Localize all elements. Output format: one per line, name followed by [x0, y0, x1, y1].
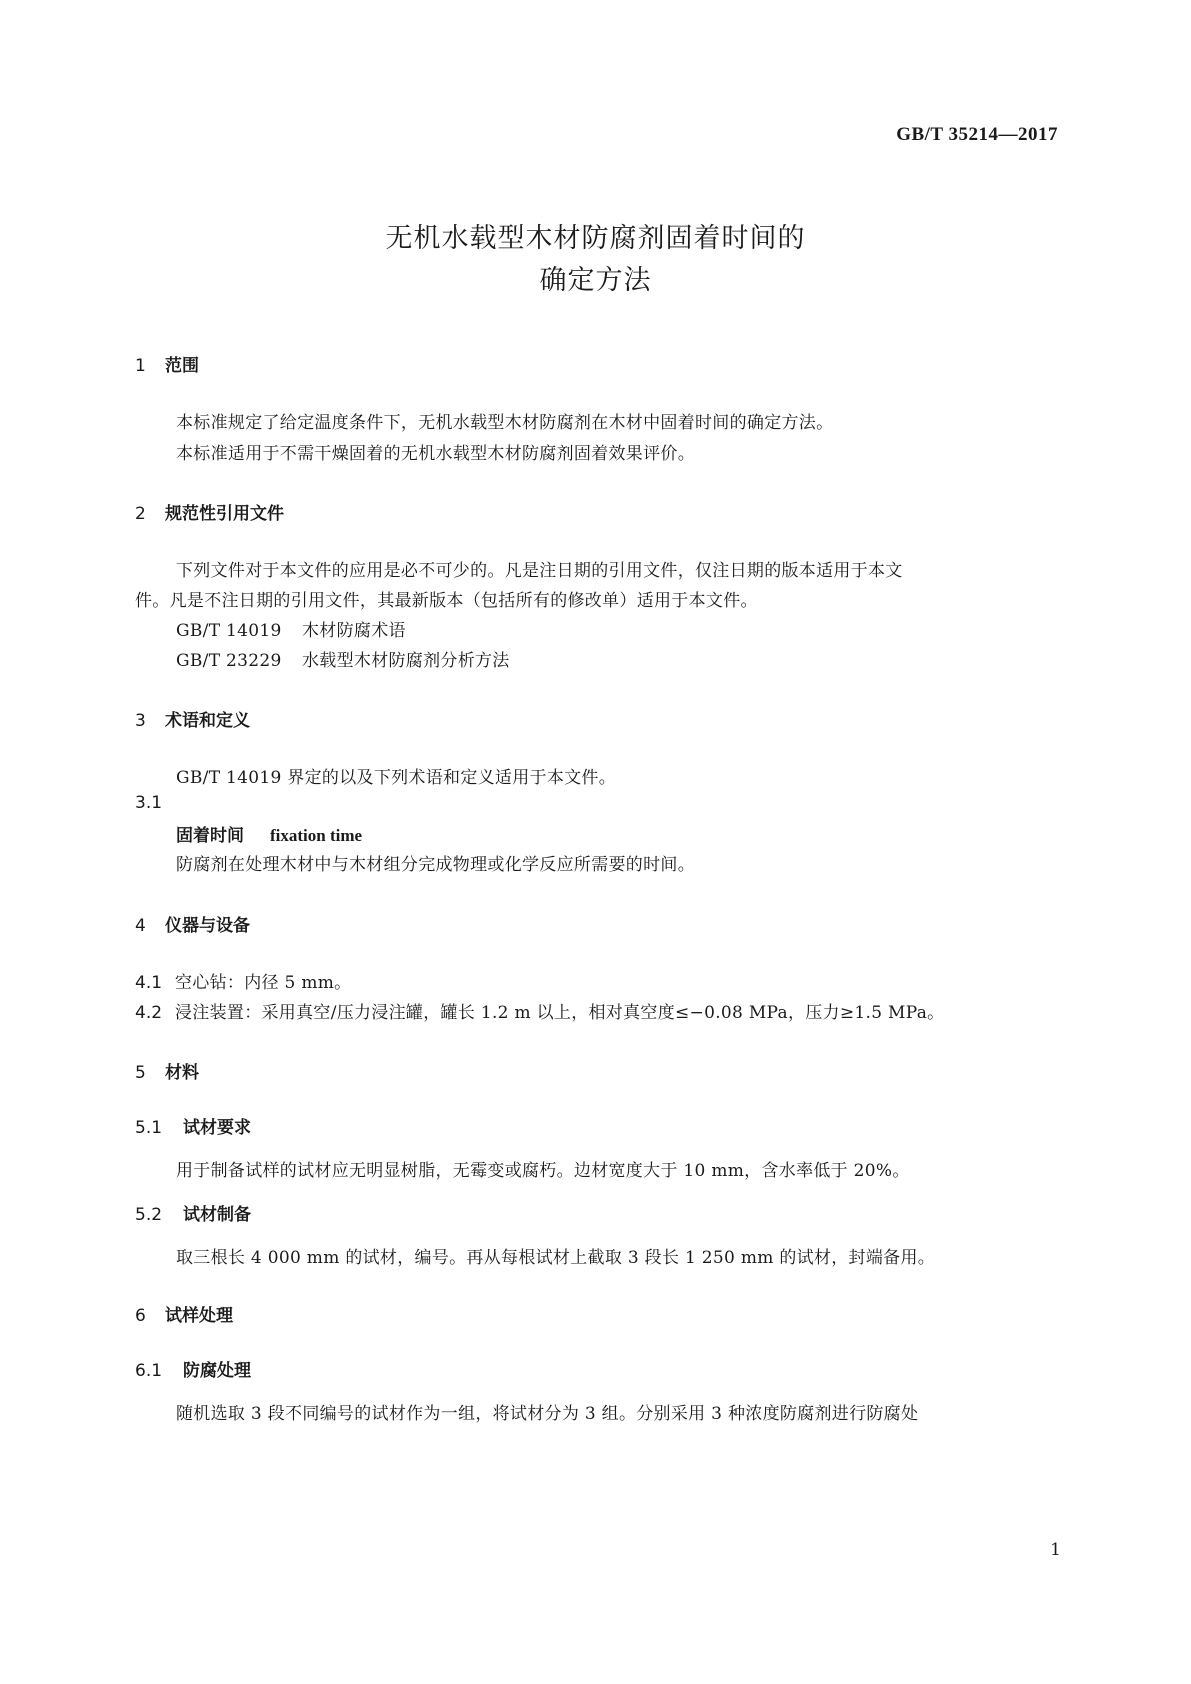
- term-english: fixation time: [270, 826, 363, 845]
- subsection-title: 试材要求: [183, 1118, 251, 1138]
- standard-number: GB/T 35214—2017: [896, 124, 1058, 145]
- subsection-6-1-heading: [135, 1356, 251, 1381]
- reference-title: 木材防腐术语: [302, 621, 406, 641]
- clause-number: 4.1: [135, 973, 163, 993]
- section-1-paragraph-1: 本标准规定了给定温度条件下，无机水载型木材防腐剂在木材中固着时间的确定方法。: [176, 413, 834, 433]
- reference-code: GB/T 14019: [176, 621, 282, 641]
- section-title: 试样处理: [165, 1306, 233, 1326]
- subsection-5-1-text: 用于制备试样的试材应无明显树脂，无霉变或腐朽。边材宽度大于 10 mm，含水率低于 20%。: [176, 1161, 910, 1181]
- section-2-paragraph-line-1: 下列文件对于本文件的应用是必不可少的。凡是注日期的引用文件，仅注日期的版本适用于本文: [176, 561, 903, 581]
- reference-title: 水载型木材防腐剂分析方法: [302, 651, 510, 671]
- section-5-heading: [135, 1058, 199, 1083]
- subsection-number: 5.1: [135, 1118, 163, 1138]
- page-number: 1: [1050, 1540, 1061, 1560]
- section-number: 1: [135, 356, 146, 376]
- clause-4-2: [135, 998, 944, 1023]
- section-title: 范围: [165, 356, 199, 376]
- subsection-number: 6.1: [135, 1361, 163, 1381]
- section-3-paragraph: GB/T 14019 界定的以及下列术语和定义适用于本文件。: [176, 768, 617, 788]
- document-title-line-1: 无机水载型木材防腐剂固着时间的: [385, 223, 806, 254]
- section-1-paragraph-2: 本标准适用于不需干燥固着的无机水载型木材防腐剂固着效果评价。: [176, 444, 695, 464]
- term-definition: 防腐剂在处理木材中与木材组分完成物理或化学反应所需要的时间。: [176, 855, 695, 875]
- normative-reference-1: [176, 616, 406, 641]
- section-3-heading: [135, 706, 250, 731]
- section-2-heading: [135, 499, 284, 524]
- subsection-5-2-heading: [135, 1200, 251, 1225]
- section-4-heading: [135, 911, 250, 936]
- clause-4-1: [135, 968, 351, 993]
- section-number: 4: [135, 916, 146, 936]
- section-6-heading: [135, 1301, 233, 1326]
- subsection-5-1-heading: [135, 1113, 251, 1138]
- term-number: 3.1: [135, 793, 163, 813]
- clause-text: 浸注装置：采用真空/压力浸注罐，罐长 1.2 m 以上，相对真空度≤−0.08 MPa，压力≥1.5 MPa。: [175, 1003, 945, 1023]
- section-number: 3: [135, 711, 146, 731]
- clause-number: 4.2: [135, 1003, 163, 1023]
- section-1-heading: [135, 351, 199, 376]
- section-number: 2: [135, 504, 146, 524]
- subsection-5-2-text: 取三根长 4 000 mm 的试材，编号。再从每根试材上截取 3 段长 1 250 mm 的试材，封端备用。: [176, 1248, 936, 1268]
- term-entry: [176, 821, 362, 846]
- section-number: 5: [135, 1063, 146, 1083]
- section-title: 规范性引用文件: [165, 504, 284, 524]
- document-title-line-2: 确定方法: [539, 265, 652, 296]
- subsection-number: 5.2: [135, 1205, 163, 1225]
- section-number: 6: [135, 1306, 146, 1326]
- section-title: 材料: [165, 1063, 199, 1083]
- section-title: 仪器与设备: [165, 916, 250, 936]
- section-2-paragraph-line-2: 件。凡是不注日期的引用文件，其最新版本（包括所有的修改单）适用于本文件。: [135, 591, 758, 611]
- subsection-title: 试材制备: [183, 1205, 251, 1225]
- term-chinese: 固着时间: [176, 826, 244, 846]
- section-title: 术语和定义: [165, 711, 250, 731]
- reference-code: GB/T 23229: [176, 651, 282, 671]
- subsection-title: 防腐处理: [183, 1361, 251, 1381]
- subsection-6-1-text: 随机选取 3 段不同编号的试材作为一组，将试材分为 3 组。分别采用 3 种浓度防腐剂进行防腐处: [176, 1404, 919, 1424]
- normative-reference-2: [176, 646, 510, 671]
- clause-text: 空心钻：内径 5 mm。: [175, 973, 352, 993]
